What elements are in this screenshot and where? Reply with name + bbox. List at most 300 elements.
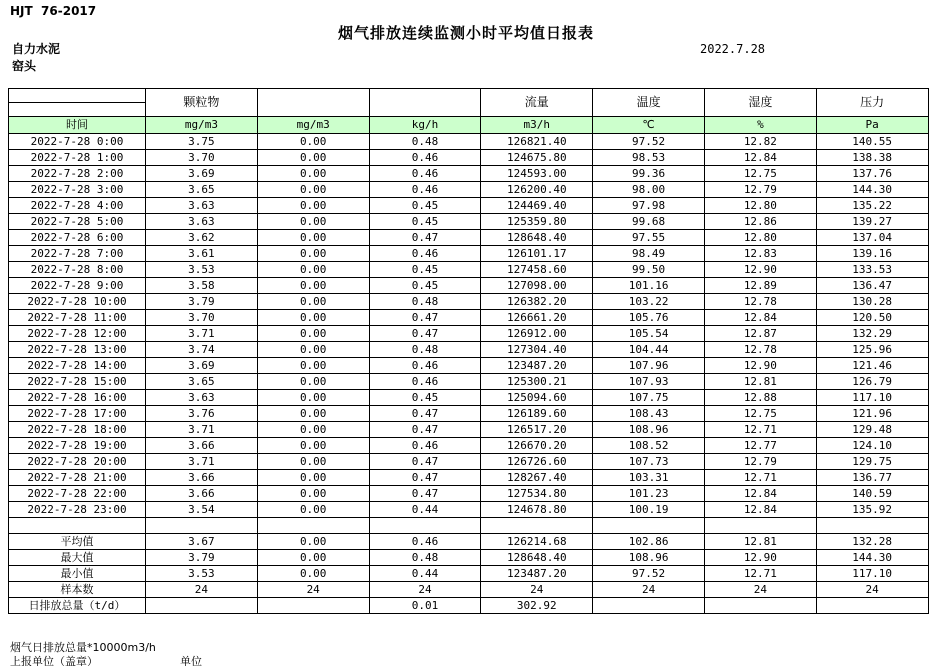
value-cell: 139.16: [816, 246, 928, 262]
time-cell: 2022-7-28 12:00: [9, 326, 146, 342]
value-cell: 108.96: [593, 422, 705, 438]
value-cell: 0.46: [369, 182, 481, 198]
value-cell: 3.75: [146, 134, 258, 150]
time-cell: 2022-7-28 23:00: [9, 502, 146, 518]
value-cell: 98.00: [593, 182, 705, 198]
value-cell: 0.46: [369, 246, 481, 262]
header-time-blank-top: [9, 89, 146, 103]
col-group-pressure: 压力: [816, 89, 928, 117]
value-cell: 12.89: [704, 278, 816, 294]
value-cell: 129.75: [816, 454, 928, 470]
time-cell: 2022-7-28 16:00: [9, 390, 146, 406]
value-cell: 137.04: [816, 230, 928, 246]
value-cell: 126200.40: [481, 182, 593, 198]
value-cell: [816, 598, 928, 614]
value-cell: 3.69: [146, 166, 258, 182]
spacer-cell: [481, 518, 593, 534]
standard-code: HJT 76-2017: [10, 4, 97, 18]
time-column-header: 时间: [9, 117, 146, 134]
value-cell: 3.66: [146, 486, 258, 502]
time-cell: 2022-7-28 22:00: [9, 486, 146, 502]
hour-row: [9, 262, 929, 278]
hour-row: [9, 342, 929, 358]
hour-row: [9, 502, 929, 518]
value-cell: 24: [704, 582, 816, 598]
value-cell: 126214.68: [481, 534, 593, 550]
value-cell: 108.43: [593, 406, 705, 422]
value-cell: 126726.60: [481, 454, 593, 470]
company-name: 自力水泥: [12, 42, 61, 56]
value-cell: 0.00: [257, 230, 369, 246]
hour-row: [9, 198, 929, 214]
value-cell: 3.74: [146, 342, 258, 358]
value-cell: 132.29: [816, 326, 928, 342]
value-cell: 0.46: [369, 534, 481, 550]
value-cell: 0.00: [257, 294, 369, 310]
value-cell: [146, 598, 258, 614]
value-cell: 12.75: [704, 166, 816, 182]
value-cell: 12.80: [704, 230, 816, 246]
value-cell: 0.00: [257, 390, 369, 406]
value-cell: 98.49: [593, 246, 705, 262]
hour-row: [9, 230, 929, 246]
value-cell: 126189.60: [481, 406, 593, 422]
value-cell: 12.82: [704, 134, 816, 150]
value-cell: 12.78: [704, 342, 816, 358]
value-cell: 124678.80: [481, 502, 593, 518]
value-cell: 24: [593, 582, 705, 598]
time-cell: 2022-7-28 14:00: [9, 358, 146, 374]
value-cell: 0.00: [257, 550, 369, 566]
value-cell: 127304.40: [481, 342, 593, 358]
value-cell: 97.52: [593, 134, 705, 150]
time-cell: 2022-7-28 5:00: [9, 214, 146, 230]
time-cell: 2022-7-28 8:00: [9, 262, 146, 278]
hour-row: [9, 406, 929, 422]
value-cell: 12.84: [704, 502, 816, 518]
value-cell: 0.47: [369, 454, 481, 470]
value-cell: 103.22: [593, 294, 705, 310]
value-cell: 0.47: [369, 470, 481, 486]
value-cell: 0.00: [257, 454, 369, 470]
value-cell: 99.36: [593, 166, 705, 182]
value-cell: [593, 598, 705, 614]
value-cell: 3.70: [146, 150, 258, 166]
value-cell: 0.45: [369, 390, 481, 406]
value-cell: 126101.17: [481, 246, 593, 262]
unit-header-humidity: %: [704, 117, 816, 134]
value-cell: 97.98: [593, 198, 705, 214]
value-cell: [257, 598, 369, 614]
value-cell: 135.22: [816, 198, 928, 214]
value-cell: 140.55: [816, 134, 928, 150]
value-cell: 107.73: [593, 454, 705, 470]
time-cell: 2022-7-28 19:00: [9, 438, 146, 454]
value-cell: 0.46: [369, 438, 481, 454]
value-cell: 125.96: [816, 342, 928, 358]
value-cell: 0.00: [257, 486, 369, 502]
summary-label-cell: 样本数: [9, 582, 146, 598]
time-cell: 2022-7-28 20:00: [9, 454, 146, 470]
value-cell: 3.71: [146, 422, 258, 438]
value-cell: 108.52: [593, 438, 705, 454]
value-cell: 126517.20: [481, 422, 593, 438]
summary-label-cell: 平均值: [9, 534, 146, 550]
value-cell: 124675.80: [481, 150, 593, 166]
value-cell: 3.53: [146, 262, 258, 278]
hour-row: [9, 486, 929, 502]
value-cell: 3.63: [146, 214, 258, 230]
value-cell: 127098.00: [481, 278, 593, 294]
hour-row: [9, 134, 929, 150]
value-cell: 12.79: [704, 182, 816, 198]
value-cell: 0.00: [257, 470, 369, 486]
value-cell: 121.46: [816, 358, 928, 374]
value-cell: 126661.20: [481, 310, 593, 326]
value-cell: 136.77: [816, 470, 928, 486]
unit-header-pressure: Pa: [816, 117, 928, 134]
col-group-temperature: 温度: [593, 89, 705, 117]
hour-row: [9, 390, 929, 406]
summary-label-cell: 日排放总量（t/d）: [9, 598, 146, 614]
unit-header-mg: mg/m3: [257, 117, 369, 134]
value-cell: 3.63: [146, 390, 258, 406]
value-cell: 0.45: [369, 278, 481, 294]
unit-header-kgh: kg/h: [369, 117, 481, 134]
value-cell: 24: [816, 582, 928, 598]
unit-label: 单位: [180, 655, 202, 666]
value-cell: 12.77: [704, 438, 816, 454]
value-cell: 136.47: [816, 278, 928, 294]
value-cell: 24: [369, 582, 481, 598]
value-cell: 126670.20: [481, 438, 593, 454]
monitoring-point: 窑头: [12, 59, 37, 73]
value-cell: 3.67: [146, 534, 258, 550]
hour-row: [9, 166, 929, 182]
value-cell: 0.48: [369, 342, 481, 358]
value-cell: 124.10: [816, 438, 928, 454]
spacer-cell: [369, 518, 481, 534]
time-cell: 2022-7-28 18:00: [9, 422, 146, 438]
value-cell: 3.70: [146, 310, 258, 326]
header-group-row-top: [9, 89, 929, 103]
value-cell: 3.66: [146, 438, 258, 454]
value-cell: 0.00: [257, 502, 369, 518]
value-cell: 0.44: [369, 566, 481, 582]
value-cell: 0.48: [369, 550, 481, 566]
value-cell: 0.00: [257, 278, 369, 294]
value-cell: 0.00: [257, 422, 369, 438]
value-cell: 0.45: [369, 198, 481, 214]
time-cell: 2022-7-28 0:00: [9, 134, 146, 150]
header-units-row: [9, 117, 929, 134]
spacer-cell: [257, 518, 369, 534]
hour-row: [9, 310, 929, 326]
value-cell: 0.00: [257, 246, 369, 262]
flow-total-note: 烟气日排放总量*10000m3/h: [10, 641, 156, 654]
value-cell: 0.46: [369, 358, 481, 374]
value-cell: 121.96: [816, 406, 928, 422]
time-cell: 2022-7-28 1:00: [9, 150, 146, 166]
time-cell: 2022-7-28 4:00: [9, 198, 146, 214]
value-cell: 125359.80: [481, 214, 593, 230]
value-cell: 107.96: [593, 358, 705, 374]
value-cell: 12.90: [704, 262, 816, 278]
hour-row: [9, 246, 929, 262]
value-cell: 0.01: [369, 598, 481, 614]
hour-row: [9, 326, 929, 342]
summary-label-cell: 最大值: [9, 550, 146, 566]
value-cell: 125300.21: [481, 374, 593, 390]
report-unit-label: 上报单位（盖章）: [10, 655, 98, 666]
value-cell: 135.92: [816, 502, 928, 518]
hour-row: [9, 294, 929, 310]
col-group-humidity: 湿度: [704, 89, 816, 117]
value-cell: 101.16: [593, 278, 705, 294]
value-cell: 12.90: [704, 550, 816, 566]
time-cell: 2022-7-28 13:00: [9, 342, 146, 358]
value-cell: 99.50: [593, 262, 705, 278]
value-cell: 24: [257, 582, 369, 598]
value-cell: 0.00: [257, 262, 369, 278]
hourly-rows: [9, 134, 929, 518]
time-cell: 2022-7-28 15:00: [9, 374, 146, 390]
hour-row: [9, 454, 929, 470]
value-cell: 24: [481, 582, 593, 598]
summary-row: [9, 566, 929, 582]
value-cell: 3.53: [146, 566, 258, 582]
value-cell: 128267.40: [481, 470, 593, 486]
unit-header-pm: mg/m3: [146, 117, 258, 134]
value-cell: 125094.60: [481, 390, 593, 406]
value-cell: 105.76: [593, 310, 705, 326]
value-cell: 3.76: [146, 406, 258, 422]
time-cell: 2022-7-28 21:00: [9, 470, 146, 486]
value-cell: 12.86: [704, 214, 816, 230]
value-cell: 0.44: [369, 502, 481, 518]
value-cell: 12.88: [704, 390, 816, 406]
hour-row: [9, 182, 929, 198]
value-cell: 97.52: [593, 566, 705, 582]
value-cell: 130.28: [816, 294, 928, 310]
value-cell: 3.66: [146, 470, 258, 486]
value-cell: 101.23: [593, 486, 705, 502]
value-cell: 0.45: [369, 214, 481, 230]
value-cell: 139.27: [816, 214, 928, 230]
value-cell: 0.00: [257, 182, 369, 198]
col-group-blank-2: [369, 89, 481, 117]
value-cell: 0.47: [369, 422, 481, 438]
value-cell: 120.50: [816, 310, 928, 326]
value-cell: 12.81: [704, 534, 816, 550]
time-cell: 2022-7-28 3:00: [9, 182, 146, 198]
value-cell: 12.75: [704, 406, 816, 422]
spacer-cell: [704, 518, 816, 534]
header-time-blank-bottom: [9, 103, 146, 117]
value-cell: 3.65: [146, 374, 258, 390]
value-cell: 12.71: [704, 422, 816, 438]
time-cell: 2022-7-28 2:00: [9, 166, 146, 182]
value-cell: 117.10: [816, 390, 928, 406]
value-cell: 0.48: [369, 294, 481, 310]
col-group-flow: 流量: [481, 89, 593, 117]
value-cell: 0.00: [257, 406, 369, 422]
value-cell: 3.79: [146, 550, 258, 566]
value-cell: 102.86: [593, 534, 705, 550]
hour-row: [9, 374, 929, 390]
value-cell: 127534.80: [481, 486, 593, 502]
summary-row: [9, 534, 929, 550]
value-cell: 103.31: [593, 470, 705, 486]
value-cell: 3.71: [146, 454, 258, 470]
value-cell: 128648.40: [481, 230, 593, 246]
time-cell: 2022-7-28 11:00: [9, 310, 146, 326]
value-cell: 12.87: [704, 326, 816, 342]
time-cell: 2022-7-28 6:00: [9, 230, 146, 246]
value-cell: 0.00: [257, 358, 369, 374]
value-cell: 99.68: [593, 214, 705, 230]
hour-row: [9, 278, 929, 294]
value-cell: 97.55: [593, 230, 705, 246]
value-cell: 0.00: [257, 310, 369, 326]
summary-label-cell: 最小值: [9, 566, 146, 582]
footer-line: [10, 653, 202, 666]
value-cell: 0.00: [257, 534, 369, 550]
value-cell: 140.59: [816, 486, 928, 502]
summary-row: [9, 550, 929, 566]
hourly-report-table: [8, 88, 929, 614]
value-cell: 3.65: [146, 182, 258, 198]
hour-row: [9, 214, 929, 230]
value-cell: 126912.00: [481, 326, 593, 342]
value-cell: 104.44: [593, 342, 705, 358]
value-cell: 129.48: [816, 422, 928, 438]
hour-row: [9, 358, 929, 374]
value-cell: 0.00: [257, 198, 369, 214]
spacer-cell: [593, 518, 705, 534]
value-cell: 0.45: [369, 262, 481, 278]
value-cell: 127458.60: [481, 262, 593, 278]
value-cell: 302.92: [481, 598, 593, 614]
value-cell: 100.19: [593, 502, 705, 518]
col-group-particulate: 颗粒物: [146, 89, 258, 117]
value-cell: 12.79: [704, 454, 816, 470]
summary-row: [9, 598, 929, 614]
time-cell: 2022-7-28 9:00: [9, 278, 146, 294]
value-cell: 0.00: [257, 326, 369, 342]
value-cell: 124593.00: [481, 166, 593, 182]
value-cell: 12.90: [704, 358, 816, 374]
value-cell: 108.96: [593, 550, 705, 566]
value-cell: 0.00: [257, 214, 369, 230]
value-cell: 126382.20: [481, 294, 593, 310]
value-cell: 124469.40: [481, 198, 593, 214]
value-cell: 107.93: [593, 374, 705, 390]
value-cell: 123487.20: [481, 358, 593, 374]
hour-row: [9, 438, 929, 454]
value-cell: 0.00: [257, 134, 369, 150]
hour-row: [9, 150, 929, 166]
value-cell: 3.71: [146, 326, 258, 342]
hour-row: [9, 422, 929, 438]
value-cell: 12.84: [704, 310, 816, 326]
report-date: 2022.7.28: [700, 42, 766, 56]
value-cell: 123487.20: [481, 566, 593, 582]
report-title: 烟气排放连续监测小时平均值日报表: [337, 24, 594, 42]
value-cell: 133.53: [816, 262, 928, 278]
spacer-cell: [9, 518, 146, 534]
value-cell: 144.30: [816, 182, 928, 198]
value-cell: 24: [146, 582, 258, 598]
value-cell: 3.62: [146, 230, 258, 246]
value-cell: 0.00: [257, 374, 369, 390]
value-cell: 12.71: [704, 566, 816, 582]
value-cell: 3.58: [146, 278, 258, 294]
value-cell: 0.00: [257, 566, 369, 582]
value-cell: 0.46: [369, 166, 481, 182]
value-cell: 12.71: [704, 470, 816, 486]
col-group-blank-1: [257, 89, 369, 117]
value-cell: 126821.40: [481, 134, 593, 150]
value-cell: 0.47: [369, 486, 481, 502]
value-cell: 107.75: [593, 390, 705, 406]
value-cell: 0.47: [369, 310, 481, 326]
value-cell: 12.81: [704, 374, 816, 390]
value-cell: 0.48: [369, 134, 481, 150]
value-cell: 3.69: [146, 358, 258, 374]
value-cell: 3.54: [146, 502, 258, 518]
value-cell: 0.00: [257, 438, 369, 454]
time-cell: 2022-7-28 10:00: [9, 294, 146, 310]
value-cell: 126.79: [816, 374, 928, 390]
value-cell: 0.46: [369, 374, 481, 390]
value-cell: 0.47: [369, 326, 481, 342]
unit-header-temp: ℃: [593, 117, 705, 134]
value-cell: 0.47: [369, 230, 481, 246]
value-cell: 12.84: [704, 150, 816, 166]
unit-header-flow: m3/h: [481, 117, 593, 134]
value-cell: 0.00: [257, 342, 369, 358]
spacer-row: [9, 518, 929, 534]
value-cell: 0.00: [257, 166, 369, 182]
value-cell: 98.53: [593, 150, 705, 166]
value-cell: 144.30: [816, 550, 928, 566]
value-cell: 3.61: [146, 246, 258, 262]
value-cell: 12.83: [704, 246, 816, 262]
value-cell: 105.54: [593, 326, 705, 342]
value-cell: 12.78: [704, 294, 816, 310]
hour-row: [9, 470, 929, 486]
value-cell: [704, 598, 816, 614]
value-cell: 0.47: [369, 406, 481, 422]
time-cell: 2022-7-28 17:00: [9, 406, 146, 422]
value-cell: 0.46: [369, 150, 481, 166]
value-cell: 117.10: [816, 566, 928, 582]
value-cell: 3.63: [146, 198, 258, 214]
value-cell: 12.84: [704, 486, 816, 502]
value-cell: 138.38: [816, 150, 928, 166]
spacer-cell: [146, 518, 258, 534]
value-cell: 12.80: [704, 198, 816, 214]
spacer-cell: [816, 518, 928, 534]
time-cell: 2022-7-28 7:00: [9, 246, 146, 262]
summary-row: [9, 582, 929, 598]
value-cell: 132.28: [816, 534, 928, 550]
value-cell: 3.79: [146, 294, 258, 310]
value-cell: 0.00: [257, 150, 369, 166]
value-cell: 137.76: [816, 166, 928, 182]
summary-rows: [9, 534, 929, 614]
